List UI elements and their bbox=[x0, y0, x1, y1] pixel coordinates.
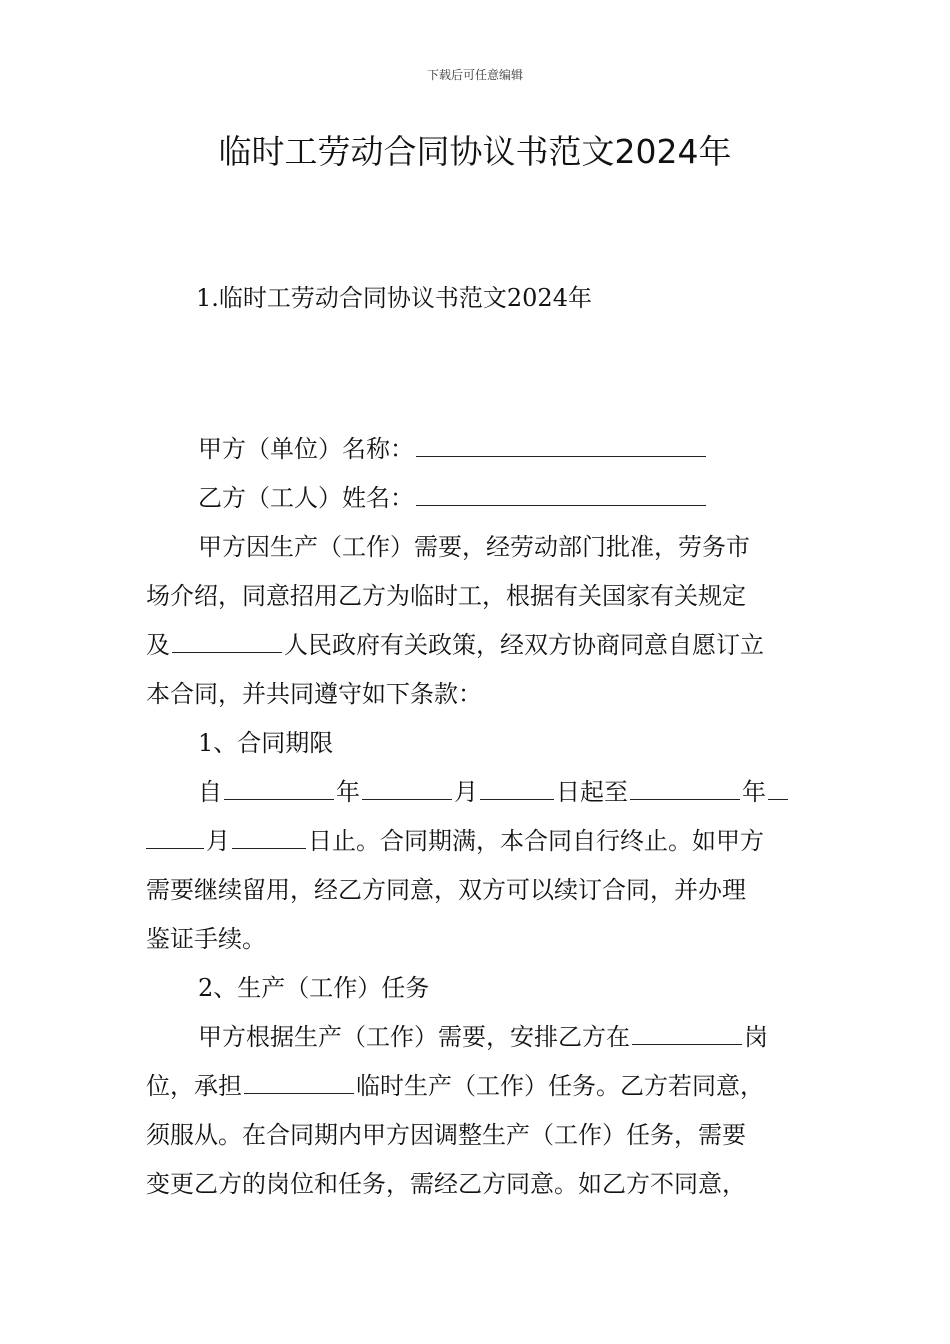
clause-text: 岗 bbox=[744, 1023, 768, 1051]
intro-line bbox=[146, 621, 811, 670]
document-title: 临时工劳动合同协议书范文2024年 bbox=[218, 132, 732, 171]
party-a-label: 甲方（单位）名称： bbox=[198, 435, 414, 463]
task-blank bbox=[244, 1070, 354, 1094]
clause-text: 月 bbox=[206, 827, 230, 855]
clause1-line bbox=[146, 817, 811, 866]
intro-line: 本合同，并共同遵守如下条款： bbox=[146, 680, 482, 708]
clause1-line: 鉴证手续。 bbox=[146, 925, 266, 953]
intro-text: 人民政府有关政策，经双方协商同意自愿订立 bbox=[284, 631, 764, 659]
clause-text: 甲方根据生产（工作）需要，安排乙方在 bbox=[198, 1023, 630, 1051]
party-b-line bbox=[146, 474, 811, 523]
end-month-blank-start bbox=[768, 776, 788, 800]
clause-text: 自 bbox=[198, 778, 222, 806]
clause-heading: 1、合同期限 bbox=[198, 729, 334, 757]
clause-text: 临时生产（工作）任务。乙方若同意， bbox=[356, 1072, 764, 1100]
start-month-blank bbox=[362, 776, 452, 800]
government-blank bbox=[172, 629, 282, 653]
start-year-blank bbox=[224, 776, 334, 800]
party-b-label: 乙方（工人）姓名： bbox=[198, 484, 414, 512]
clause2-line bbox=[146, 1062, 811, 1111]
intro-text: 及 bbox=[146, 631, 170, 659]
clause1-line: 需要继续留用，经乙方同意，双方可以续订合同，并办理 bbox=[146, 876, 746, 904]
post-blank bbox=[632, 1021, 742, 1045]
party-b-blank bbox=[416, 482, 706, 506]
party-a-blank bbox=[416, 433, 706, 457]
end-month-blank-rest bbox=[146, 825, 204, 849]
clause-text: 年 bbox=[336, 778, 360, 806]
end-year-blank bbox=[630, 776, 740, 800]
clause2-line: 须服从。在合同期内甲方因调整生产（工作）任务，需要 bbox=[146, 1121, 746, 1149]
clause-text: 位，承担 bbox=[146, 1072, 242, 1100]
document-body bbox=[146, 425, 811, 1209]
party-a-line bbox=[146, 425, 811, 474]
clause-text: 年 bbox=[742, 778, 766, 806]
intro-line: 甲方因生产（工作）需要，经劳动部门批准，劳务市 bbox=[198, 533, 750, 561]
clause-heading: 2、生产（工作）任务 bbox=[198, 974, 430, 1002]
header-note: 下载后可任意编辑 bbox=[426, 68, 523, 82]
clause2-line bbox=[146, 1013, 811, 1062]
section-heading: 1.临时工劳动合同协议书范文2024年 bbox=[196, 284, 592, 312]
start-day-blank bbox=[480, 776, 554, 800]
clause1-line bbox=[146, 768, 811, 817]
clause-text: 月 bbox=[454, 778, 478, 806]
clause-text: 日起至 bbox=[556, 778, 628, 806]
clause2-line: 变更乙方的岗位和任务，需经乙方同意。如乙方不同意， bbox=[146, 1170, 746, 1198]
intro-line: 场介绍，同意招用乙方为临时工，根据有关国家有关规定 bbox=[146, 582, 746, 610]
clause-text: 日止。合同期满，本合同自行终止。如甲方 bbox=[308, 827, 764, 855]
end-day-blank bbox=[232, 825, 306, 849]
